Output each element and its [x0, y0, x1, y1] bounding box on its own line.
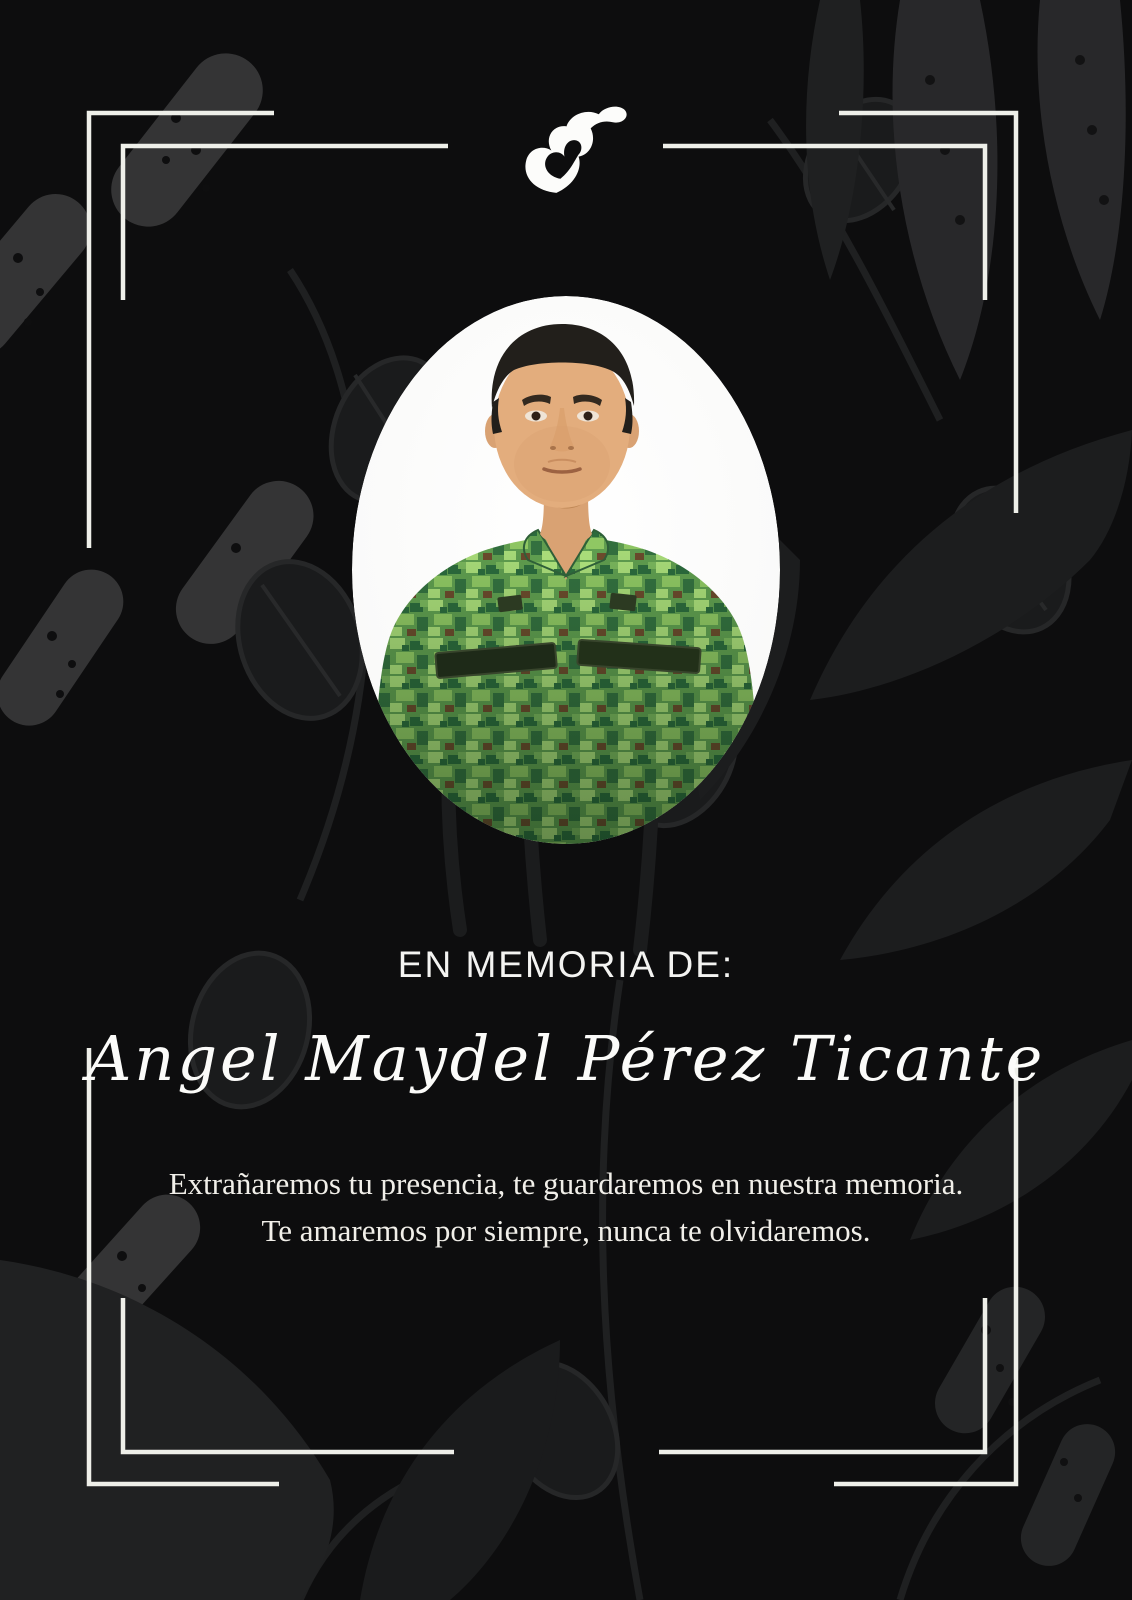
memorial-message-line-2: Te amaremos por siempre, nunca te olvidaremos. — [261, 1213, 871, 1248]
deceased-name: Angel Maydel Pérez Ticante — [86, 1022, 1046, 1095]
memorial-intro-label: EN MEMORIA DE: — [397, 944, 735, 985]
flourish-icon — [504, 100, 630, 196]
portrait-photo — [352, 296, 780, 844]
memorial-message — [0, 1160, 1132, 1254]
memorial-message-line-1: Extrañaremos tu presencia, te guardaremos en nuestra memoria. — [168, 1166, 964, 1201]
